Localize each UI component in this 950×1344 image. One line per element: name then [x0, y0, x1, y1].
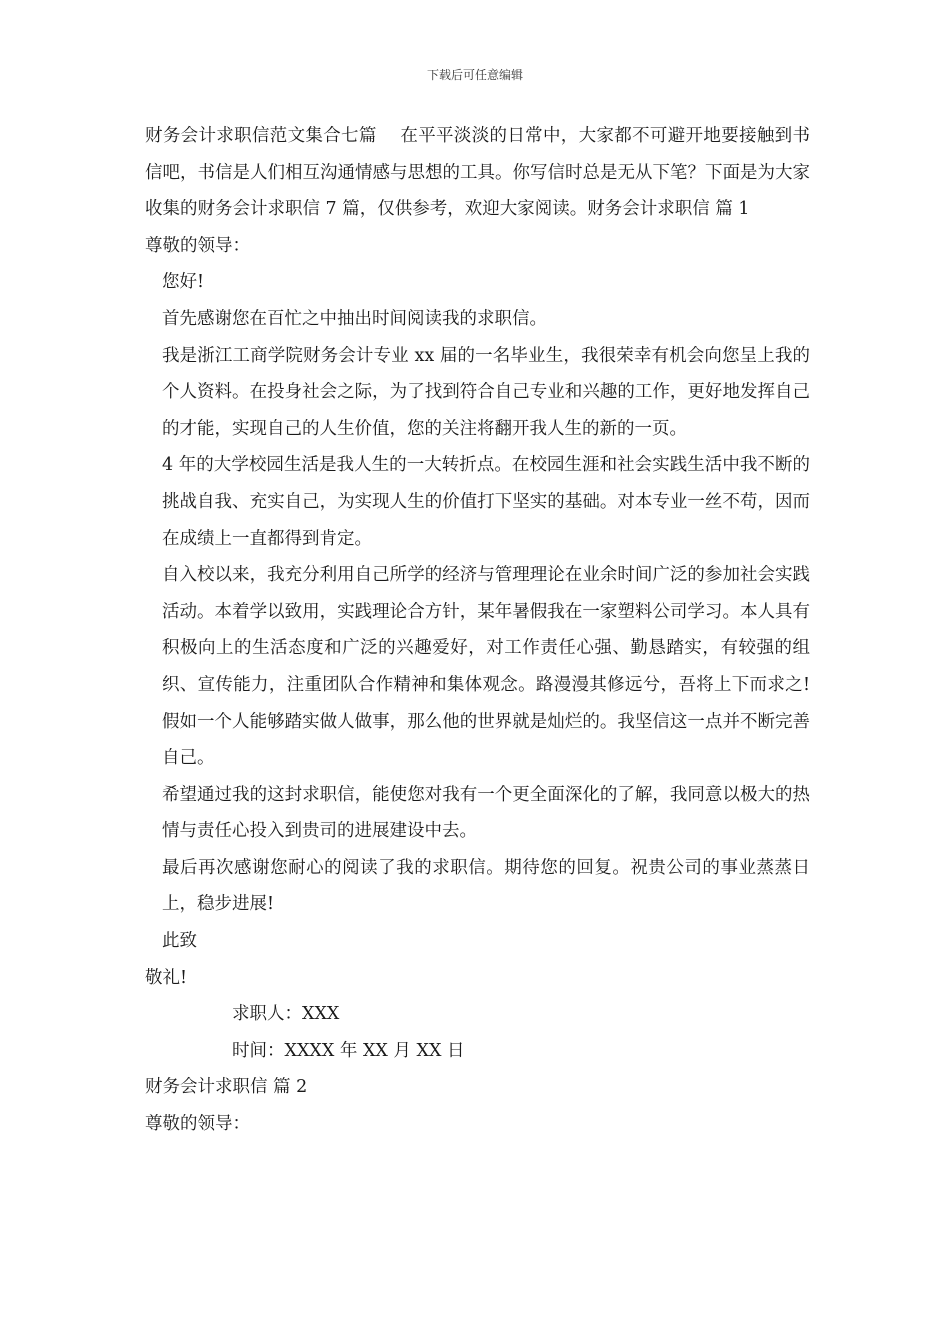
closing-salute: 敬礼!: [145, 967, 188, 988]
greeting: 您好!: [162, 272, 205, 293]
signer-name: 求职人：XXX: [232, 1004, 340, 1025]
paragraph-thanks: 首先感谢您在百忙之中抽出时间阅读我的求职信。: [162, 308, 547, 329]
section-heading-2: 财务会计求职信 篇 2: [145, 1077, 308, 1098]
signature-date: 时间：XXXX 年 XX 月 XX 日: [232, 1040, 465, 1061]
paragraph-university: 4 年的大学校园生活是我人生的一大转折点。在校园生涯和社会实践生活中我不断的挑战自我、充实自己，为实现人生的价值打下坚实的基础。对本专业一丝不苟，因而在成绩上一直都得到肯定。: [162, 455, 810, 549]
page-header-note: 下载后可任意编辑: [426, 68, 523, 82]
paragraph-final-thanks: 最后再次感谢您耐心的阅读了我的求职信。期待您的回复。祝贵公司的事业蒸蒸日上，稳步进展!: [162, 857, 810, 915]
salutation-2: 尊敬的领导：: [145, 1114, 250, 1135]
paragraph-practice: 自入校以来，我充分利用自己所学的经济与管理理论在业余时间广泛的参加社会实践活动。本着学以致用，实践理论合方针，某年暑假我在一家塑料公司学习。本人具有积极向上的生活态度和广泛的兴趣爱好，对工作责任心强、勤恳踏实，有较强的组织、宣传能力，注重团队合作精神和集体观念。路漫漫其修远兮，吾将上下而求之!假如一个人能够踏实做人做事，那么他的世界就是灿烂的。我坚信这一点并不断完善自己。: [162, 565, 810, 769]
intro-paragraph: 财务会计求职信范文集合七篇 在平平淡淡的日常中，大家都不可避开地要接触到书信吧，书信是人们相互沟通情感与思想的工具。你写信时总是无从下笔？下面是为大家收集的财务会计求职信 7 篇，仅供参考，欢迎大家阅读。财务会计求职信 篇 1: [145, 126, 810, 220]
closing-regards: 此致: [162, 931, 197, 952]
paragraph-introduction: 我是浙江工商学院财务会计专业 xx 届的一名毕业生，我很荣幸有机会向您呈上我的个人资料。在投身社会之际，为了找到符合自己专业和兴趣的工作，更好地发挥自己的才能，实现自己的人生价值，您的关注将翻开我人生的新的一页。: [162, 345, 810, 439]
salutation: 尊敬的领导：: [145, 235, 250, 256]
document-body: [145, 118, 810, 1143]
paragraph-hope: 希望通过我的这封求职信，能使您对我有一个更全面深化的了解，我同意以极大的热情与责任心投入到贵司的进展建设中去。: [162, 784, 810, 842]
